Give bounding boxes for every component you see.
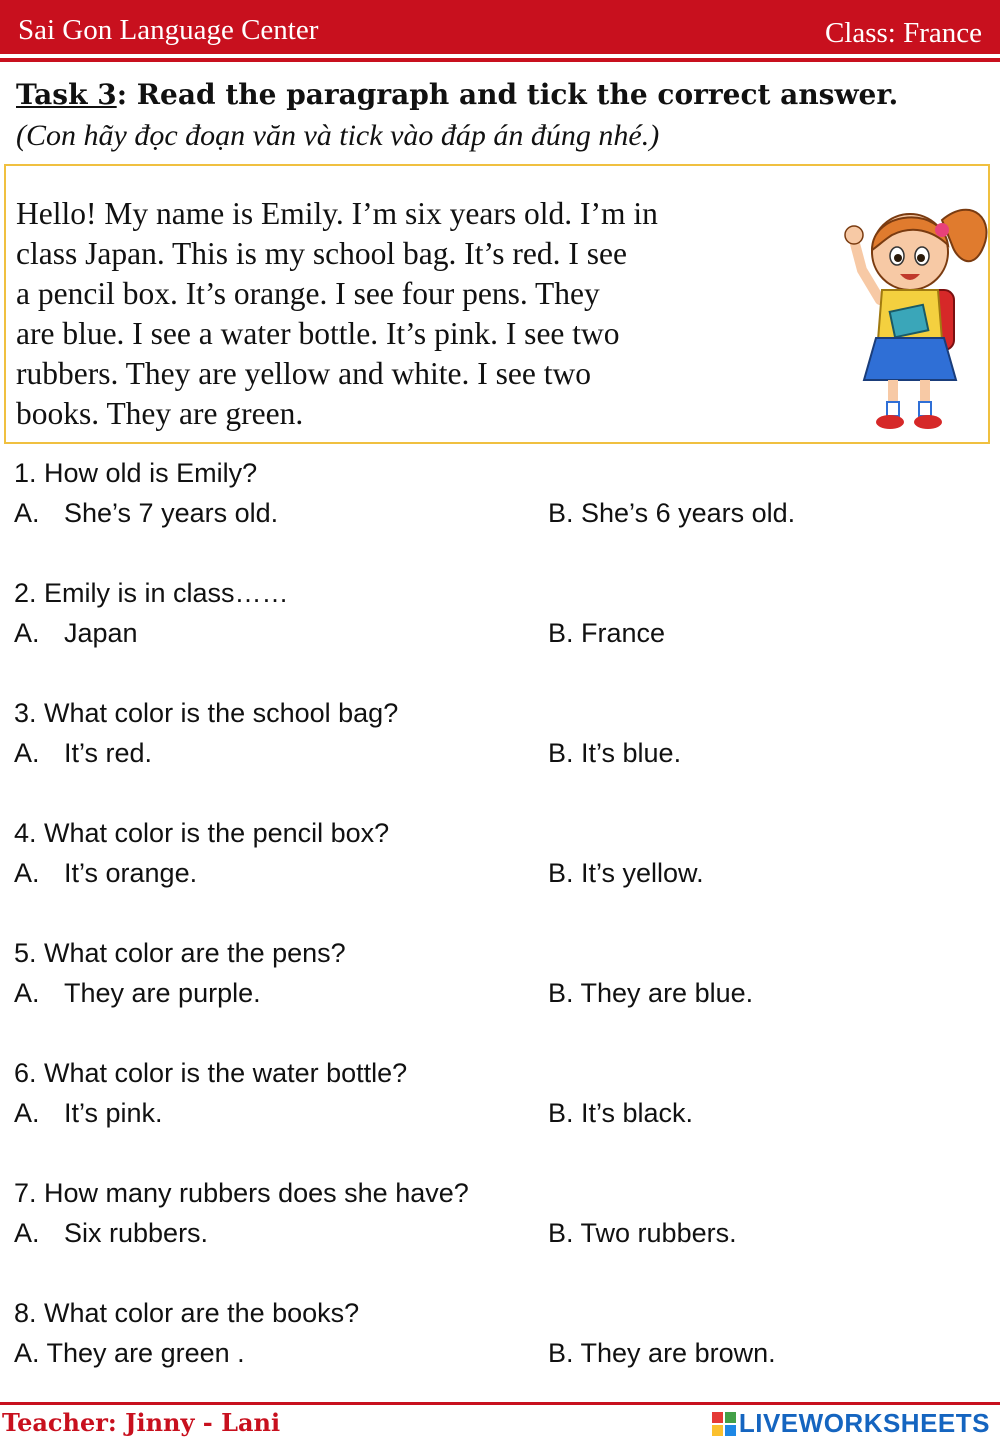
paragraph-line: books. They are green. — [16, 396, 304, 431]
option-a-text: It’s pink. — [64, 1098, 163, 1128]
option-a[interactable] — [14, 978, 261, 1009]
option-b[interactable]: B. It’s yellow. — [548, 858, 704, 888]
option-a-letter: A. — [14, 498, 40, 528]
option-a-letter: A. — [14, 618, 40, 648]
girl-illustration — [832, 190, 992, 438]
option-a-letter: A. — [14, 1098, 40, 1128]
paragraph-line: a pencil box. It’s orange. I see four pens. They — [16, 276, 600, 311]
option-a-text: She’s 7 years old. — [64, 498, 279, 528]
question-4: 4. What color is the pencil box? — [14, 818, 390, 848]
class-label: Class: France — [824, 17, 982, 49]
question-7: 7. How many rubbers does she have? — [14, 1178, 469, 1208]
option-a-letter: A. — [14, 978, 40, 1008]
option-b[interactable]: B. Two rubbers. — [548, 1218, 737, 1248]
header-bar — [0, 0, 1000, 54]
option-a-text: Six rubbers. — [64, 1218, 209, 1248]
question-6: 6. What color is the water bottle? — [14, 1058, 408, 1088]
header-divider — [0, 58, 1000, 62]
option-a-letter: A. — [14, 858, 40, 888]
option-a[interactable] — [14, 498, 278, 529]
paragraph-line: rubbers. They are yellow and white. I see two — [16, 356, 591, 391]
option-a[interactable] — [14, 1218, 208, 1249]
reading-paragraph — [16, 194, 844, 434]
option-a[interactable] — [14, 858, 197, 889]
task-number: Task 3 — [16, 78, 117, 111]
option-b[interactable]: B. It’s black. — [548, 1098, 694, 1128]
question-1: 1. How old is Emily? — [14, 458, 258, 488]
option-a[interactable] — [14, 618, 138, 649]
question-3: 3. What color is the school bag? — [14, 698, 399, 728]
task-subtitle: (Con hãy đọc đoạn văn và tick vào đáp án đúng nhé.) — [16, 119, 660, 152]
option-a[interactable] — [14, 738, 152, 769]
option-a-text: It’s red. — [64, 738, 153, 768]
option-b[interactable]: B. It’s blue. — [548, 738, 682, 768]
teacher-credit: Teacher: Jinny - Lani — [2, 1408, 281, 1437]
option-a-text: They are purple. — [64, 978, 261, 1008]
liveworksheets-logo-icon — [711, 1411, 737, 1437]
option-a[interactable] — [14, 1098, 163, 1129]
paragraph-line: Hello! My name is Emily. I’m six years old. I’m in — [16, 196, 658, 231]
liveworksheets-brand[interactable] — [711, 1408, 990, 1439]
option-a-letter: A. — [14, 738, 40, 768]
paragraph-line: class Japan. This is my school bag. It’s red. I see — [16, 236, 627, 271]
question-5: 5. What color are the pens? — [14, 938, 346, 968]
paragraph-line: are blue. I see a water bottle. It’s pink. I see two — [16, 316, 620, 351]
option-a-text: It’s orange. — [64, 858, 198, 888]
task-title — [16, 78, 898, 111]
option-b[interactable]: B. She’s 6 years old. — [548, 498, 796, 528]
option-b[interactable]: B. France — [548, 618, 666, 648]
center-name: Sai Gon Language Center — [18, 14, 319, 46]
option-b[interactable]: B. They are brown. — [548, 1338, 776, 1368]
task-instruction: : Read the paragraph and tick the correct answer. — [116, 78, 899, 111]
question-8: 8. What color are the books? — [14, 1298, 360, 1328]
option-a[interactable]: A. They are green . — [14, 1338, 245, 1368]
option-a-text: Japan — [64, 618, 138, 648]
footer-divider — [0, 1402, 1000, 1405]
brand-text: LIVEWORKSHEETS — [738, 1408, 990, 1438]
option-b[interactable]: B. They are blue. — [548, 978, 754, 1008]
question-2: 2. Emily is in class…… — [14, 578, 289, 608]
reading-box — [4, 164, 990, 444]
option-a-letter: A. — [14, 1218, 40, 1248]
